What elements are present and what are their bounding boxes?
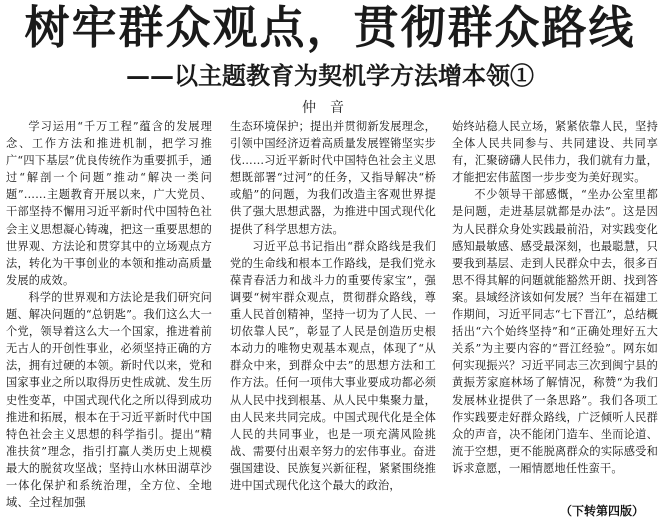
continued-note: （下转第四版） bbox=[556, 502, 644, 519]
article-column-1 bbox=[6, 118, 212, 521]
paragraph: 习近平总书记指出“群众路线是我们党的生命线和根本工作路线，是我们党永葆青春活力和战斗力的重要传家宝”，强调要“树牢群众观点，贯彻群众路线，尊重人民首创精神，坚持一切为了人民、一切依靠人民”，彰显了人民是创造历史根本动力的唯物史观基本观点，体现了“从群众中来，到群众中去”的思想方法和工作方法。任何一项伟大事业要成功都必须从人民中找到根基、从人民中集聚力量，由人民来共同完成。中国式现代化是全体人民的共同事业，也是一项充满风险挑战、需要付出艰辛努力的宏伟事业。奋进强国建设、民族复兴新征程，紧紧围绕推进中国式现代化这个最大的政治， bbox=[230, 239, 436, 492]
paragraph: 始终站稳人民立场，紧紧依靠人民，坚持全体人民共同参与、共同建设、共同享有，汇聚磅礴人民伟力，我们就有力量，才能把宏伟蓝图一步步变为美好现实。 bbox=[452, 120, 658, 185]
article-column-2 bbox=[230, 118, 436, 521]
paragraph: 科学的世界观和方法论是我们研究问题、解决问题的“总钥匙”。我们这么大一个党，领导着这么大一个国家，推进着前无古人的开创性事业，必须坚持正确的方法，拥有过硬的本领。新时代以来，党和国家事业之所以取得历史性成就、发生历史性变革，中国式现代化之所以得到成功推进和拓展，根本在于习近平新时代中国特色社会主义思想的科学指引。提出“精准扶贫”理念，指引打赢人类历史上规模最大的脱贫攻坚战；坚持山水林田湖草沙一体化保护和系统治理，全方位、全地域、全过程加强 bbox=[6, 290, 212, 510]
paragraph: 生态环境保护；提出并贯彻新发展理念，引领中国经济迈着高质量发展铿锵坚实步伐……习近平新时代中国特色社会主义思想既部署“过河”的任务，又指导解决“桥或船”的问题，为我们改造主客观世界提供了强大思想武器，为推进中国式现代化提供了科学思想方法。 bbox=[230, 120, 436, 236]
paragraph: 不少领导干部感慨，“坐办公室里都是问题，走进基层就都是办法”。这是因为人民群众身处实践最前沿，对实践变化感知最敏感、感受最深刻，也最聪慧，只要我到基层、走到人民群众中去，很多百思不得其解的问题就能豁然开朗、找到答案。县域经济该如何发展？当年在福建工作期间，习近平同志“七下晋江”，总结概括出“六个始终坚持”和“正确处理好五大关系”为主要内容的“晋江经验”。网东如何实现振兴？习近平同志三次到闽宁县的黄振芳家庭林场了解情况，称赞“为我们发展林业提供了一条思路”。我们各项工作实践要走好群众路线，广泛倾听人民群众的声音，决不能闭门造车、坐而论道、流于空想，更不能脱离群众的实际感受和诉求意愿，一厢情愿地任性蛮干。 bbox=[452, 188, 658, 475]
headline: 树牢群众观点，贯彻群众路线 bbox=[24, 1, 636, 54]
author-byline: 仲音 bbox=[302, 100, 358, 116]
paragraph: 学习运用“千万工程”蕴含的发展理念、工作方法和推进机制，把学习推广“四下基层”优良传统作为重要抓手，通过“解剖一个问题”推动“解决一类问题”……主题教育开展以来，广大党员、干部坚持不懈用习近平新时代中国特色社会主义思想凝心铸魂，把这一重要思想的世界观、方法论和贯穿其中的立场观点方法，转化为干事创业的本领和推动高质量发展的成效。 bbox=[6, 120, 212, 287]
article-column-3 bbox=[452, 118, 658, 521]
subtitle: ——以主题教育为契机学方法增本领① bbox=[126, 61, 534, 90]
